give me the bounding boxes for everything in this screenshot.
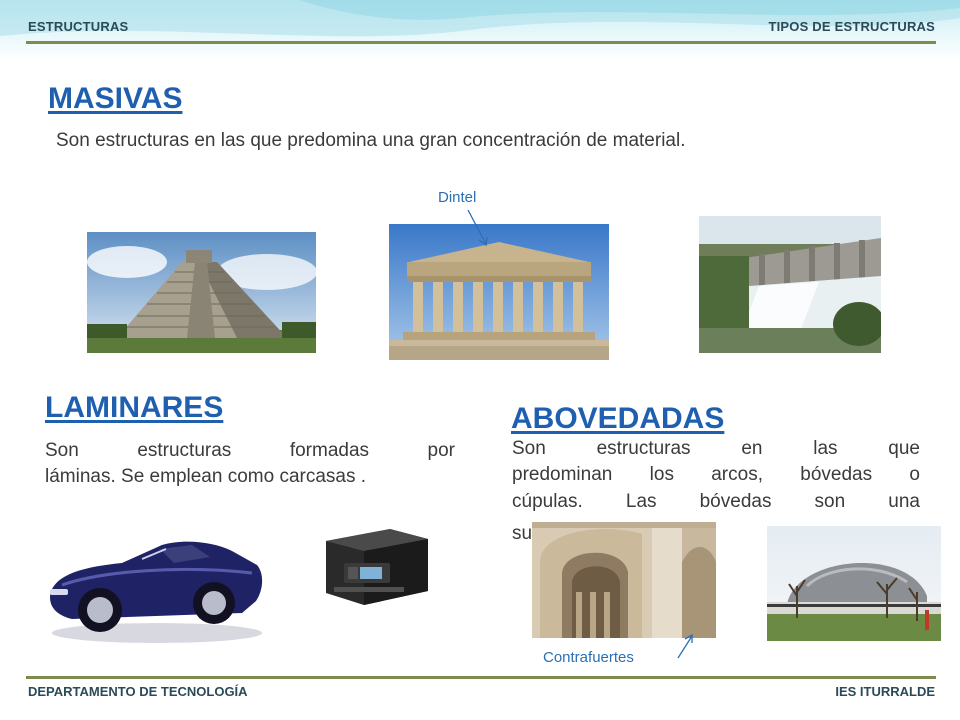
- abovedadas-description-line4: su: [512, 523, 533, 544]
- pyramid-photo: [87, 232, 316, 353]
- arches-photo: [532, 522, 716, 638]
- header-rule: [26, 41, 936, 44]
- abovedadas-description-line1: Son estructuras en las que: [512, 438, 920, 459]
- printer-photo: [320, 525, 432, 607]
- laminares-description-line1: Son estructuras formadas por: [45, 440, 455, 461]
- abovedadas-description-line2: predominan los arcos, bóvedas o: [512, 464, 920, 485]
- footer-rule: [26, 676, 936, 679]
- dintel-label: Dintel: [438, 189, 477, 206]
- masivas-description: Son estructuras en las que predomina una gran concentración de material.: [56, 130, 686, 151]
- masivas-title: MASIVAS: [48, 82, 183, 115]
- laminares-description-line2: láminas. Se emplean como carcasas .: [45, 466, 367, 487]
- header-section-left: ESTRUCTURAS: [28, 19, 129, 34]
- car-photo: [42, 505, 268, 660]
- dintel-pointer-arrow: [466, 208, 492, 250]
- footer-school: IES ITURRALDE: [835, 684, 935, 699]
- laminares-title: LAMINARES: [45, 391, 224, 424]
- contrafuertes-pointer-arrow: [675, 632, 697, 662]
- footer-department: DEPARTAMENTO DE TECNOLOGÍA: [28, 684, 248, 699]
- abovedadas-description-line3: cúpulas. Las bóvedas son una: [512, 491, 920, 512]
- contrafuertes-label: Contrafuertes: [543, 649, 634, 666]
- abovedadas-title: ABOVEDADAS: [511, 402, 725, 435]
- dam-photo: [699, 216, 881, 353]
- temple-photo: [389, 224, 609, 360]
- header-section-right: TIPOS DE ESTRUCTURAS: [768, 19, 935, 34]
- dome-photo: [767, 526, 941, 641]
